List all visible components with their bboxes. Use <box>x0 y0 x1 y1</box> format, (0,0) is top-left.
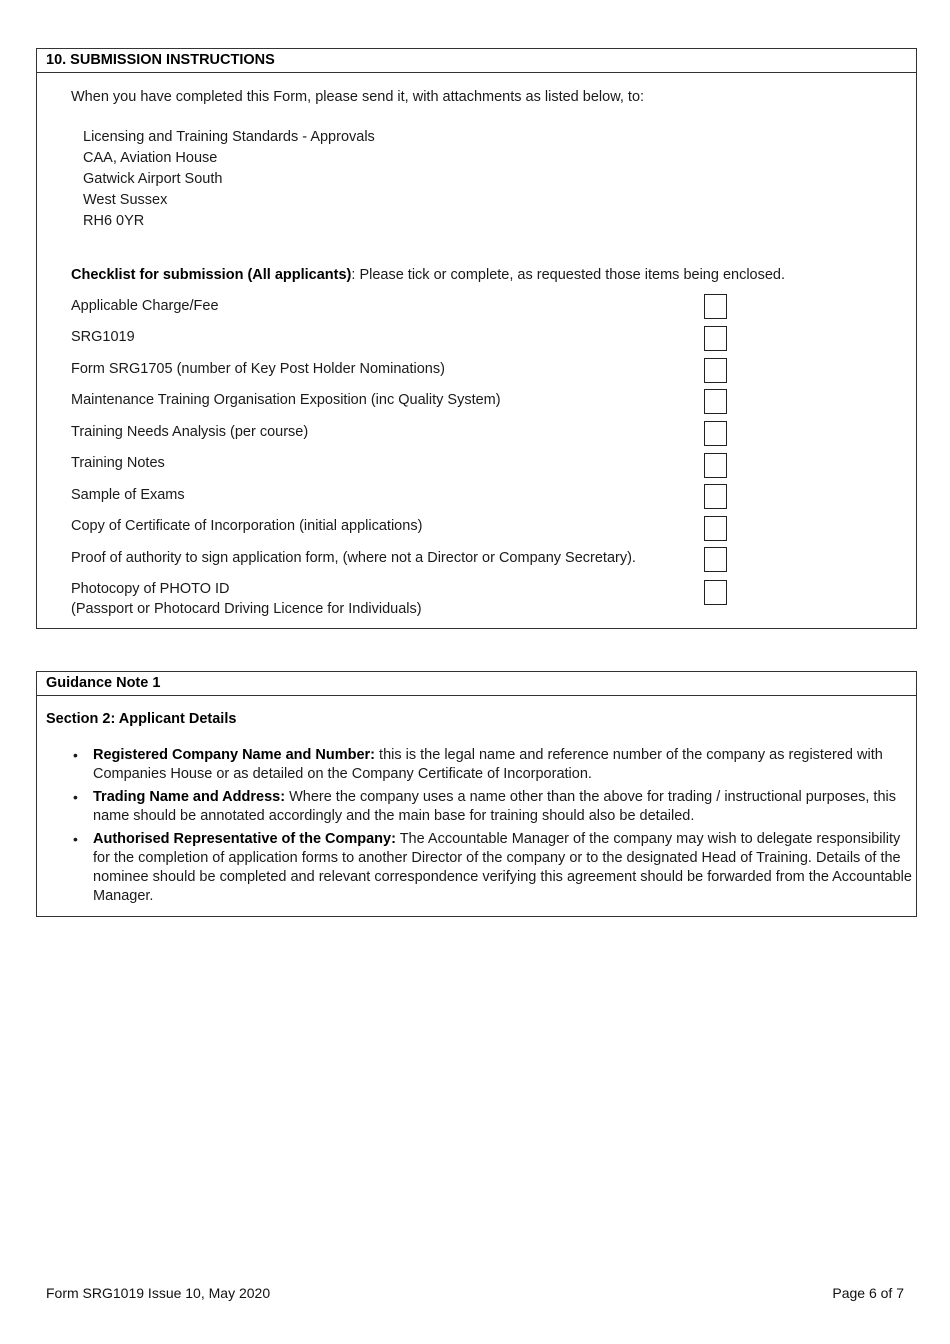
bullet-term: Authorised Representative of the Company: <box>93 831 396 847</box>
bullet-term: Trading Name and Address: <box>93 789 286 805</box>
checklist-item-sublabel: (Passport or Photocard Driving Licence for Individuals) <box>71 601 422 617</box>
checklist-title: Checklist for submission (All applicants) <box>71 267 352 283</box>
address-line: CAA, Aviation House <box>83 150 218 166</box>
checklist-checkbox[interactable] <box>704 326 727 351</box>
checklist-checkbox[interactable] <box>704 484 727 509</box>
footer-page-number: Page 6 of 7 <box>832 1285 904 1301</box>
checklist-item-label: Copy of Certificate of Incorporation (initial applications) <box>71 518 423 534</box>
address-line: Gatwick Airport South <box>83 171 223 187</box>
checklist-item-label: Training Needs Analysis (per course) <box>71 424 309 440</box>
checklist-item-label: Maintenance Training Organisation Exposition (inc Quality System) <box>71 392 501 408</box>
bullet-text: Where the company uses a name other than the above for trading / instructional purposes, this name should be annotated accordingly and the main base for training should also be detailed. <box>93 789 897 824</box>
address-line: Licensing and Training Standards - Approvals <box>83 129 375 145</box>
address-line: West Sussex <box>83 192 168 208</box>
checklist-heading <box>71 265 785 285</box>
checklist-checkbox[interactable] <box>704 358 727 383</box>
guidance-heading: Guidance Note 1 <box>37 672 916 696</box>
checklist-checkbox[interactable] <box>704 389 727 414</box>
checklist-checkbox[interactable] <box>704 453 727 478</box>
bullet-term: Registered Company Name and Number: <box>93 747 376 763</box>
checklist-item-label: Training Notes <box>71 455 165 471</box>
checklist-checkbox[interactable] <box>704 547 727 572</box>
bullet-text: The Accountable Manager of the company may wish to delegate responsibility for the completion of application forms to another Director of the company or to the designated Head of Training. Details of the nominee should be completed and relevant correspondence verifying this agreement should be forwarded from the Accountable Manager. <box>93 831 912 904</box>
checklist-item-label: SRG1019 <box>71 329 135 345</box>
checklist-item-label: Photocopy of PHOTO ID <box>71 581 230 597</box>
checklist-checkbox[interactable] <box>704 516 727 541</box>
guidance-bullet <box>93 746 913 784</box>
footer-form-id: Form SRG1019 Issue 10, May 2020 <box>46 1285 271 1301</box>
section-heading: 10. SUBMISSION INSTRUCTIONS <box>37 49 916 73</box>
checklist-item-label: Applicable Charge/Fee <box>71 298 219 314</box>
submission-instructions-section <box>36 48 917 629</box>
checklist-item-label: Proof of authority to sign application form, (where not a Director or Company Secretary). <box>71 550 636 566</box>
checklist-checkbox[interactable] <box>704 580 727 605</box>
checklist-item-label: Form SRG1705 (number of Key Post Holder Nominations) <box>71 361 445 377</box>
guidance-bullet <box>93 830 913 906</box>
guidance-note-section <box>36 671 917 917</box>
bullet-text: this is the legal name and reference number of the company as registered with Companies House or as detailed on the Company Certificate of Incorporation. <box>93 747 883 782</box>
address-line: RH6 0YR <box>83 213 145 229</box>
submission-intro: When you have completed this Form, please send it, with attachments as listed below, to: <box>71 89 645 105</box>
checklist-item-label: Sample of Exams <box>71 487 185 503</box>
checklist-instruction: : Please tick or complete, as requested those items being enclosed. <box>351 267 786 283</box>
checklist-checkbox[interactable] <box>704 294 727 319</box>
postal-address <box>83 127 375 232</box>
bullet-icon: • <box>73 747 78 763</box>
bullet-icon: • <box>73 831 78 847</box>
checklist-checkbox[interactable] <box>704 421 727 446</box>
guidance-section-title: Section 2: Applicant Details <box>46 711 237 727</box>
guidance-bullet <box>93 788 913 826</box>
bullet-icon: • <box>73 789 78 805</box>
